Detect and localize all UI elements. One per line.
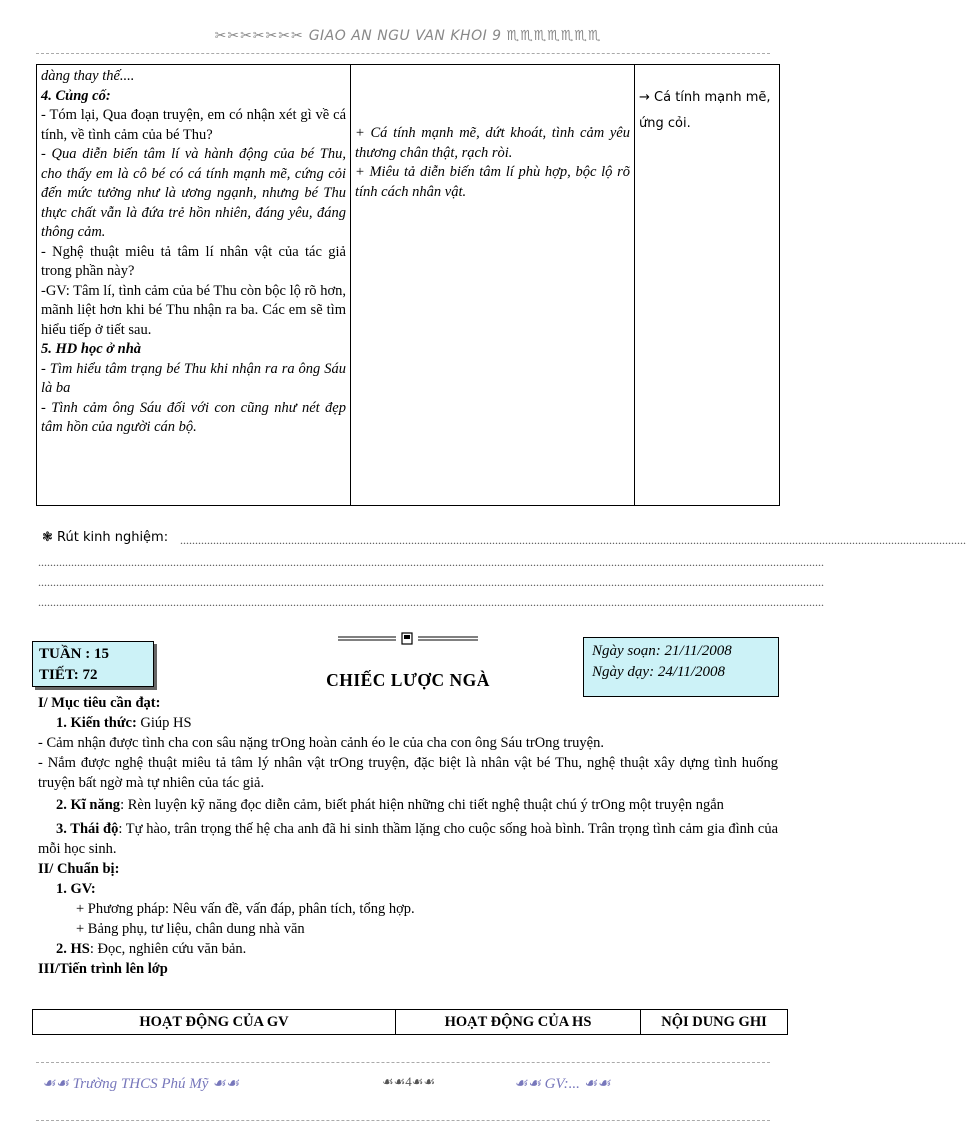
lesson-body	[38, 693, 778, 979]
section-heading: II/ Chuẩn bị:	[38, 861, 120, 877]
section-heading: I/ Mục tiêu cần đạt:	[38, 695, 161, 711]
period-number: TIẾT: 72	[39, 667, 98, 683]
homework-item: - Tìm hiểu tâm trạng bé Thu khi nhận ra ra ông Sáu là ba	[41, 360, 346, 396]
header-decoration-left: ✂✂✂✂✂✂✂	[214, 28, 304, 44]
week-number: TUẦN : 15	[39, 646, 109, 662]
dotted-line: ......................................................................................................................................................................................................................................................................	[180, 533, 966, 547]
section-heading-hd-hoc: 5. HD học ở nhà	[41, 341, 142, 357]
teacher-activity-cell	[37, 65, 351, 506]
footer-divider	[36, 1062, 770, 1063]
prep-date: Ngày soạn: 21/11/2008	[592, 643, 732, 659]
content-cell	[635, 65, 780, 506]
activity-header-table	[32, 1009, 788, 1035]
page-header	[0, 28, 816, 44]
rut-kinh-nghiem	[42, 530, 168, 545]
page-number: ☙☙4☙☙	[382, 1074, 436, 1089]
bottom-divider	[36, 1120, 770, 1121]
page-footer	[36, 1074, 780, 1094]
subheading: 3. Thái độ	[56, 821, 119, 837]
paragraph: - Nắm được nghệ thuật miêu tả tâm lý nhân vật trOng truyện, đặc biệt là nhân vật bé Thu, nghệ thuật xây dựng tình huống truyện bất ngờ mà tự nhiên của tác giả.	[38, 755, 778, 791]
subheading: 2. HS	[56, 941, 90, 957]
column-header-hs: HOẠT ĐỘNG CỦA HS	[396, 1010, 641, 1035]
student-activity-cell	[351, 65, 635, 506]
paragraph: - Cảm nhận được tình cha con sâu nặng trOng hoàn cảnh éo le của cha con ông Sáu trOng truyện.	[38, 735, 604, 751]
question-text: - Nghệ thuật miêu tả tâm lí nhân vật của tác giả trong phần này?	[41, 243, 346, 279]
text-line: dàng thay thế....	[41, 68, 135, 84]
subheading: 2. Kĩ năng	[56, 797, 121, 813]
paragraph: : Tự hào, trân trọng thế hệ cha anh đã hi sinh thầm lặng cho cuộc sống hoà bình. Trân trọng tình cảm gia đình của mỗi học sinh.	[38, 821, 779, 857]
section-heading-cung-co: 4. Củng cố:	[41, 87, 111, 104]
lesson-activity-table	[36, 64, 780, 506]
header-title: GIAO AN NGU VAN KHOI 9	[308, 28, 502, 44]
paragraph: : Rèn luyện kỹ năng đọc diễn cảm, biết phát hiện những chi tiết nghệ thuật chú ý trOng một truyện ngắn	[120, 797, 724, 813]
question-text: - Tóm lại, Qua đoạn truyện, em có nhận xét gì về cá tính, về tình cảm của bé Thu?	[41, 107, 346, 143]
dotted-line: ......................................................................................................................................................................................................................................................................	[38, 555, 824, 569]
student-answer: + Miêu tả diễn biến tâm lí phù hợp, bộc lộ rõ tính cách nhân vật.	[355, 164, 630, 200]
subheading: 1. GV:	[56, 881, 96, 897]
teacher-name: ☙☙ GV:... ☙☙	[514, 1076, 611, 1092]
list-item: + Bảng phụ, tư liệu, chân dung nhà văn	[76, 921, 305, 937]
header-divider	[36, 53, 770, 54]
teacher-note: -GV: Tâm lí, tình cảm của bé Thu còn bộc lộ rõ hơn, mãnh liệt hơn khi bé Thu nhận ra ba. Các em sẽ tìm hiểu tiếp ở tiết sau.	[41, 282, 346, 338]
lesson-title: CHIẾC LƯỢC NGÀ	[326, 670, 490, 690]
school-name: ☙☙ Trường THCS Phú Mỹ ☙☙	[42, 1076, 240, 1092]
header-decoration-right: ♏♏♏♏♏♏♏	[506, 28, 602, 44]
student-answer: + Cá tính mạnh mẽ, dứt khoát, tình cảm yêu thương chân thật, rạch ròi.	[355, 125, 630, 161]
subheading: 1. Kiến thức:	[56, 715, 137, 731]
column-header-content: NỘI DUNG GHI	[641, 1010, 788, 1035]
text: : Đọc, nghiên cứu văn bản.	[89, 941, 247, 957]
dotted-line: ......................................................................................................................................................................................................................................................................	[38, 595, 824, 609]
answer-text: - Qua diễn biến tâm lí và hành động của bé Thu, cho thấy em là cô bé có cá tính mạnh mẽ, cứng cỏi đến mức tưởng như là ương ngạnh, nhưng bé Thu thực chất vẫn là đứa trẻ hồn nhiên, đáng yêu, đáng thông cảm.	[41, 146, 346, 240]
rut-kinh-nghiem-label: Rút kinh nghiệm:	[57, 530, 169, 545]
content-note: → Cá tính mạnh mẽ, ứng cỏi.	[639, 90, 771, 131]
section-heading: III/Tiến trình lên lớp	[38, 961, 168, 977]
flower-icon: ❃	[42, 530, 53, 545]
text: Giúp HS	[140, 715, 192, 731]
dotted-line: ......................................................................................................................................................................................................................................................................	[38, 575, 824, 589]
teach-date: Ngày dạy: 24/11/2008	[592, 664, 726, 680]
list-item: + Phương pháp: Nêu vấn đề, vấn đáp, phân tích, tổng hợp.	[76, 901, 415, 917]
divider-ornament-icon	[338, 631, 478, 647]
homework-item: - Tình cảm ông Sáu đối với con cũng như nét đẹp tâm hồn của người cán bộ.	[41, 399, 346, 435]
column-header-gv: HOẠT ĐỘNG CỦA GV	[33, 1010, 396, 1035]
